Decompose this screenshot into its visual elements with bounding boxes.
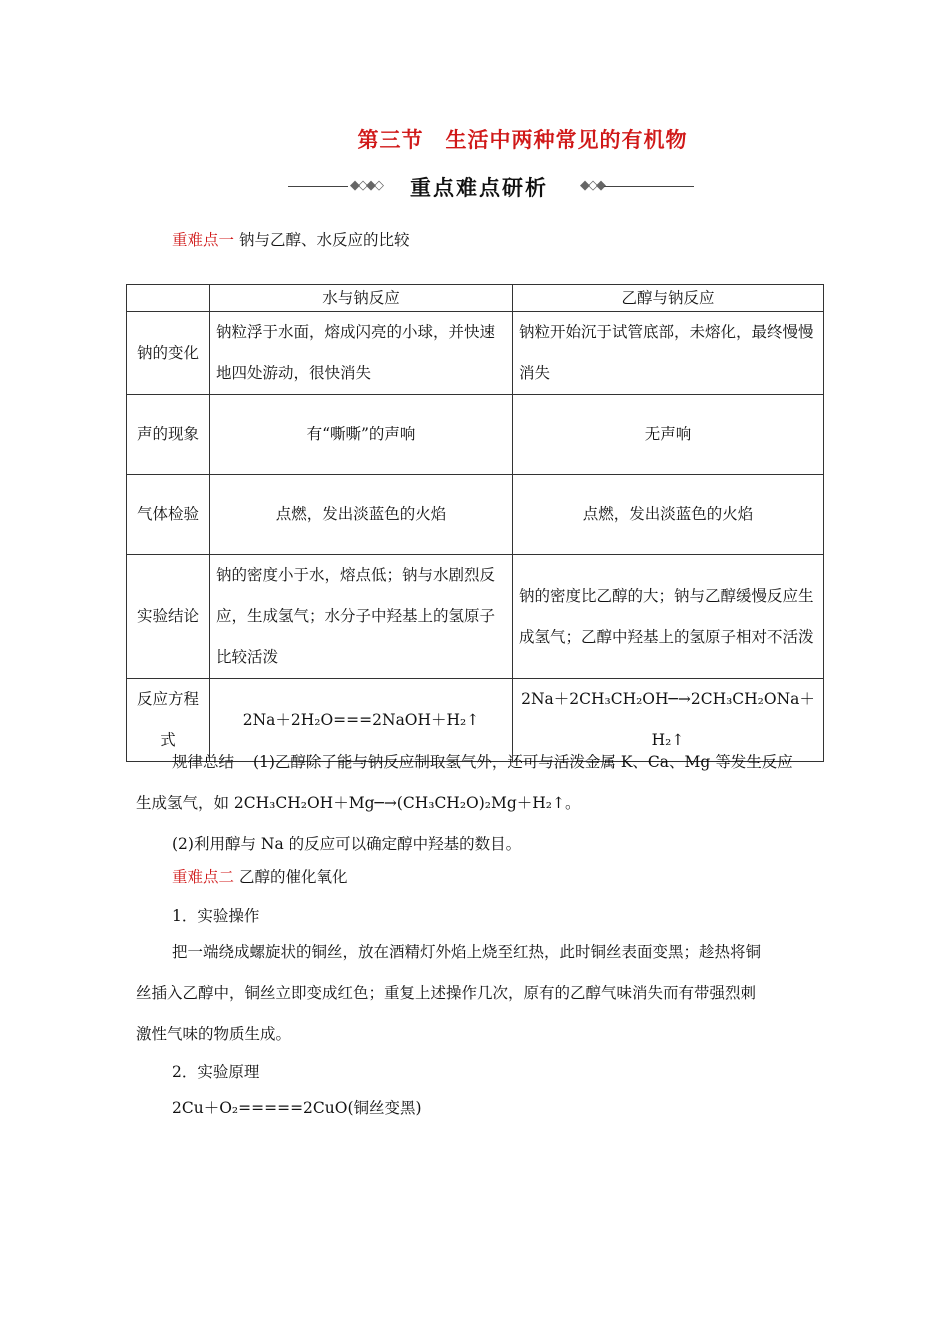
ornament-left-icon: ◆◇◆◇	[350, 178, 382, 193]
row-label: 反应方程式	[127, 679, 210, 762]
ethanol-cell: 点燃，发出淡蓝色的火焰	[513, 475, 824, 555]
banner-line-right	[604, 186, 694, 187]
ethanol-cell: 钠粒开始沉于试管底部，未熔化，最终慢慢消失	[513, 312, 824, 395]
ethanol-cell: 无声响	[513, 395, 824, 475]
summary-line-3: (2)利用醇与 Na 的反应可以确定醇中羟基的数目。	[172, 835, 522, 853]
ethanol-cell: 钠的密度比乙醇的大；钠与乙醇缓慢反应生成氢气；乙醇中羟基上的氢原子相对不活泼	[513, 555, 824, 679]
page-title: 第三节 生活中两种常见的有机物	[357, 128, 688, 152]
key-point-2	[172, 857, 347, 898]
section-1-line: 丝插入乙醇中，铜丝立即变成红色；重复上述操作几次，原有的乙醇气味消失而有带强烈刺	[136, 984, 757, 1002]
key-point-1-text: 钠与乙醇、水反应的比较	[238, 231, 410, 249]
section-2-heading: 2．实验原理	[172, 1063, 260, 1081]
table-row	[127, 475, 824, 555]
water-cell: 钠粒浮于水面，熔成闪亮的小球，并快速地四处游动，很快消失	[210, 312, 513, 395]
water-cell: 有“嘶嘶”的声响	[210, 395, 513, 475]
header-cell-water: 水与钠反应	[210, 285, 513, 312]
water-cell: 点燃，发出淡蓝色的火焰	[210, 475, 513, 555]
key-point-2-text: 乙醇的催化氧化	[238, 868, 348, 886]
summary-lead: 规律总结	[172, 753, 235, 771]
row-label: 气体检验	[127, 475, 210, 555]
table-header-row	[127, 285, 824, 312]
row-label: 钠的变化	[127, 312, 210, 395]
summary-line-1	[172, 742, 793, 783]
header-cell-ethanol: 乙醇与钠反应	[513, 285, 824, 312]
comparison-table	[126, 284, 824, 762]
section-1-line: 把一端绕成螺旋状的铜丝，放在酒精灯外焰上烧至红热，此时铜丝表面变黑；趁热将铜	[172, 943, 762, 961]
banner-line-left	[288, 186, 348, 187]
section-2-equation: 2Cu＋O₂=====2CuO(铜丝变黑)	[172, 1099, 422, 1117]
key-point-2-label: 重难点二	[172, 868, 235, 886]
header-cell-empty	[127, 285, 210, 312]
row-label: 实验结论	[127, 555, 210, 679]
key-point-1	[172, 228, 409, 250]
section-1-heading: 1．实验操作	[172, 907, 260, 925]
ethanol-cell: 2Na＋2CH₃CH₂OH─→2CH₃CH₂ONa＋H₂↑	[513, 679, 824, 762]
section-1-line: 激性气味的物质生成。	[136, 1025, 292, 1043]
summary-text-1: (1)乙醇除了能与钠反应制取氢气外，还可与活泼金属 K、Ca、Mg 等发生反应	[252, 753, 793, 771]
water-cell: 钠的密度小于水，熔点低；钠与水剧烈反应，生成氢气；水分子中羟基上的氢原子比较活泼	[210, 555, 513, 679]
table-row	[127, 555, 824, 679]
row-label: 声的现象	[127, 395, 210, 475]
key-point-1-label: 重难点一	[172, 231, 235, 249]
table-row	[127, 312, 824, 395]
table-row	[127, 395, 824, 475]
banner-title: 重点难点研析	[410, 176, 548, 200]
summary-line-2: 生成氢气，如 2CH₃CH₂OH＋Mg─→(CH₃CH₂O)₂Mg＋H₂↑。	[136, 794, 581, 812]
water-cell: 2Na＋2H₂O===2NaOH＋H₂↑	[210, 679, 513, 762]
ornament-right-icon: ◆◇◆	[580, 178, 604, 193]
section-banner	[280, 170, 700, 204]
